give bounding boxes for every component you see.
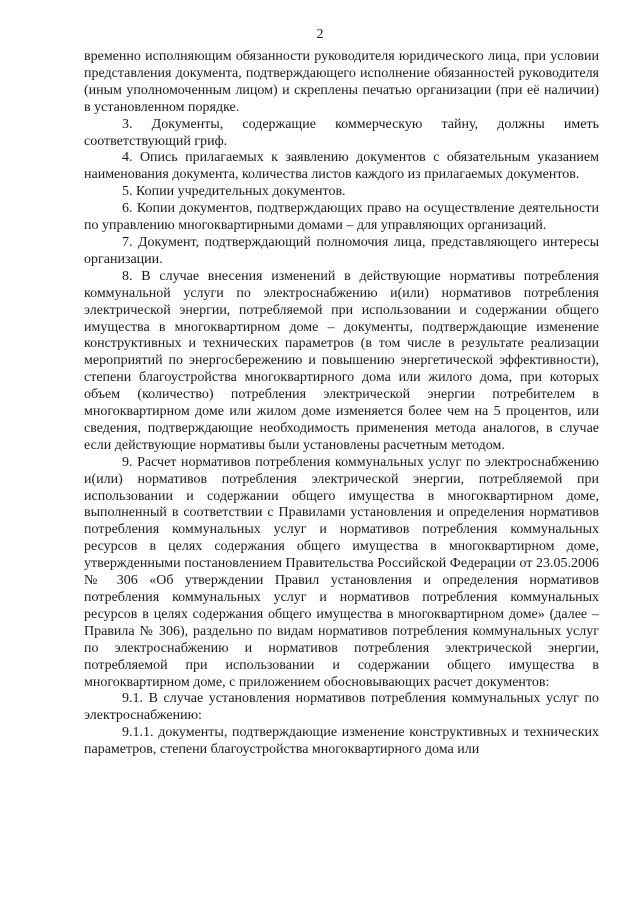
paragraph-item-9: 9. Расчет нормативов потребления коммунальных услуг по электроснабжению и(или) нормативов потребления электрической энергии, потребляемой при использовании и содержании общего имущества в многоквартирном доме, выполненный в соответствии с Правилами установления и определения нормативов потребления коммунальных услуг и нормативов потребления коммунальных ресурсов в целях содержания общего имущества в многоквартирном доме, утвержденными постановлением Правительства Российской Федерации от 23.05.2006 № 306 «Об утверждении Правил установления и определения нормативов потребления коммунальных услуг и нормативов потребления коммунальных ресурсов в целях содержания общего имущества в многоквартирном доме» (далее – Правила № 306), раздельно по видам нормативов потребления коммунальных услуг по электроснабжению и нормативов потребления электрической энергии, потребляемой при использовании и содержании общего имущества в многоквартирном доме, с приложением обосновывающих расчет документов: bbox=[84, 454, 599, 690]
page-number: 2 bbox=[316, 27, 324, 42]
paragraph-item-9-1: 9.1. В случае установления нормативов потребления коммунальных услуг по электроснабжению: bbox=[84, 691, 599, 724]
paragraph-continuation: временно исполняющим обязанности руководителя юридического лица, при условии представления документа, подтверждающего исполнение обязанностей руководителя (иным уполномоченным лицом) и скреплены печатью организации (при её наличии) в установленном порядке. bbox=[84, 49, 599, 115]
paragraph-item-9-1-1: 9.1.1. документы, подтверждающие изменение конструктивных и технических параметров, степени благоустройства многоквартирного дома или bbox=[84, 725, 599, 758]
paragraph-item-3: 3. Документы, содержащие коммерческую тайну, должны иметь соответствующий гриф. bbox=[84, 116, 599, 149]
paragraph-item-6: 6. Копии документов, подтверждающих право на осуществление деятельности по управлению многоквартирными домами – для управляющих организаций. bbox=[84, 201, 599, 234]
paragraph-item-4: 4. Опись прилагаемых к заявлению документов с обязательным указанием наименования документа, количества листов каждого из прилагаемых документов. bbox=[84, 150, 599, 183]
paragraph-item-7: 7. Документ, подтверждающий полномочия лица, представляющего интересы организации. bbox=[84, 234, 599, 267]
document-body bbox=[84, 49, 599, 759]
paragraph-item-8: 8. В случае внесения изменений в действующие нормативы потребления коммунальной услуги по электроснабжению и(или) нормативов потребления электрической энергии, потребляемой при использовании и содержании общего имущества в многоквартирном доме – документы, подтверждающие изменение конструктивных и технических параметров (в том числе в результате реализации мероприятий по энергосбережению и повышению энергетической эффективности), степени благоустройства многоквартирного дома или жилого дома, при которых объем (количество) потребления электрической энергии потребителем в многоквартирном доме или жилом доме изменяется более чем на 5 процентов, или сведения, подтверждающие необходимость применения метода аналогов, в случае если действующие нормативы были установлены расчетным методом. bbox=[84, 268, 599, 453]
paragraph-item-5: 5. Копии учредительных документов. bbox=[122, 184, 346, 200]
